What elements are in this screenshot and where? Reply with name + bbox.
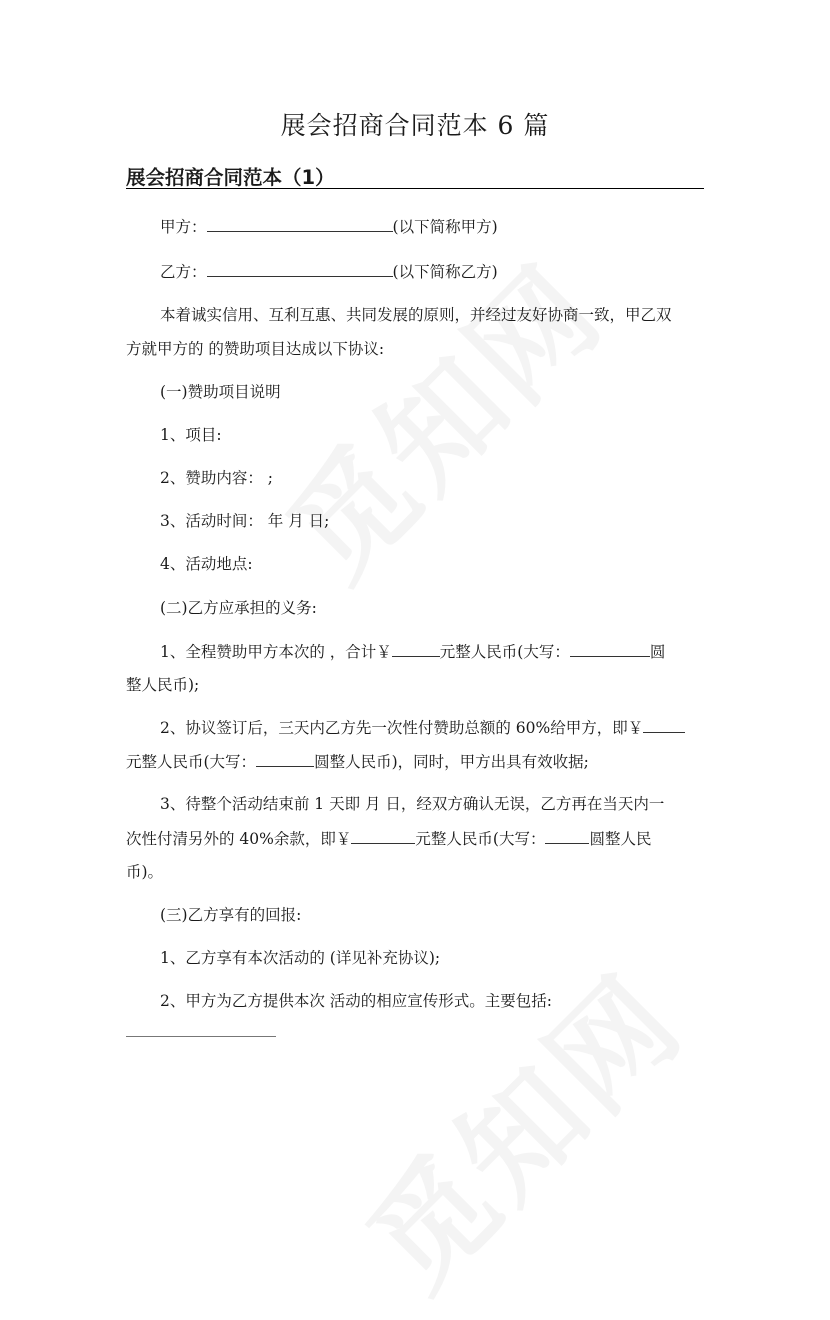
party-b-suffix: (以下简称乙方): [392, 263, 498, 281]
s2-item1-text-c: 圆: [649, 643, 666, 661]
s2-item3-blank-capital: [545, 828, 589, 844]
section-1-heading: (一)赞助项目说明: [160, 383, 281, 401]
party-a-blank: [207, 216, 393, 232]
intro-line-1: 本着诚实信用、互利互惠、共同发展的原则，并经过友好协商一致，甲乙双: [160, 306, 672, 324]
document-title: 展会招商合同范本 6 篇: [280, 111, 550, 140]
section-heading: 展会招商合同范本（1）: [126, 162, 704, 189]
s2-item1-text-a: 1、全程赞助甲方本次的 ，合计￥: [160, 643, 392, 661]
s2-item3-text-c: 元整人民币(大写：: [415, 830, 546, 848]
watermark-logo-bottom: [325, 932, 714, 1320]
section-2-item-2: [160, 717, 685, 738]
intro-line-2: 方就甲方的 的赞助项目达成以下协议:: [126, 340, 385, 358]
section-1-item-1: 1、项目:: [160, 426, 222, 444]
section-2-item-2-cont: [126, 751, 589, 772]
section-2-item-1-cont: 整人民币);: [126, 676, 200, 694]
party-b-line: [160, 261, 498, 282]
party-a-suffix: (以下简称甲方): [392, 218, 498, 236]
section-1-item-4: 4、活动地点:: [160, 555, 253, 573]
footnote-divider: [126, 1036, 276, 1037]
s2-item1-text-b: 元整人民币(大写：: [439, 643, 570, 661]
s2-item2-text-b: 元整人民币(大写：: [126, 753, 257, 771]
s2-item1-blank-capital: [570, 641, 650, 657]
party-a-line: [160, 216, 498, 237]
section-1-item-3: 3、活动时间： 年 月 日;: [160, 512, 330, 530]
s2-item3-blank-amount: [351, 828, 415, 844]
party-b-blank: [207, 261, 393, 277]
s2-item1-blank-amount: [392, 641, 440, 657]
party-a-label: 甲方：: [160, 218, 207, 236]
section-1-item-2: 2、赞助内容： ;: [160, 469, 274, 487]
section-3-item-2: 2、甲方为乙方提供本次 活动的相应宣传形式。主要包括:: [160, 992, 553, 1010]
s2-item2-blank-amount: [643, 717, 685, 733]
section-2-item-1: [160, 641, 665, 662]
section-3-item-1: 1、乙方享有本次活动的 (详见补充协议);: [160, 949, 441, 967]
s2-item3-text-d: 圆整人民: [589, 830, 652, 848]
section-2-item-3-end: 币)。: [126, 863, 164, 881]
s2-item3-text-b: 次性付清另外的 40%余款，即￥: [126, 830, 352, 848]
s2-item2-blank-capital: [256, 751, 314, 767]
section-2-item-3-cont: [126, 828, 651, 849]
party-b-label: 乙方：: [160, 263, 207, 281]
s2-item2-text-a: 2、协议签订后，三天内乙方先一次性付赞助总额的 60%给甲方，即￥: [160, 719, 644, 737]
section-2-item-3: 3、待整个活动结束前 1 天即 月 日，经双方确认无误，乙方再在当天内一: [160, 795, 665, 813]
s2-item2-text-c: 圆整人民币)，同时，甲方出具有效收据;: [314, 753, 589, 771]
section-2-heading: (二)乙方应承担的义务:: [160, 599, 317, 617]
section-3-heading: (三)乙方享有的回报:: [160, 906, 302, 924]
